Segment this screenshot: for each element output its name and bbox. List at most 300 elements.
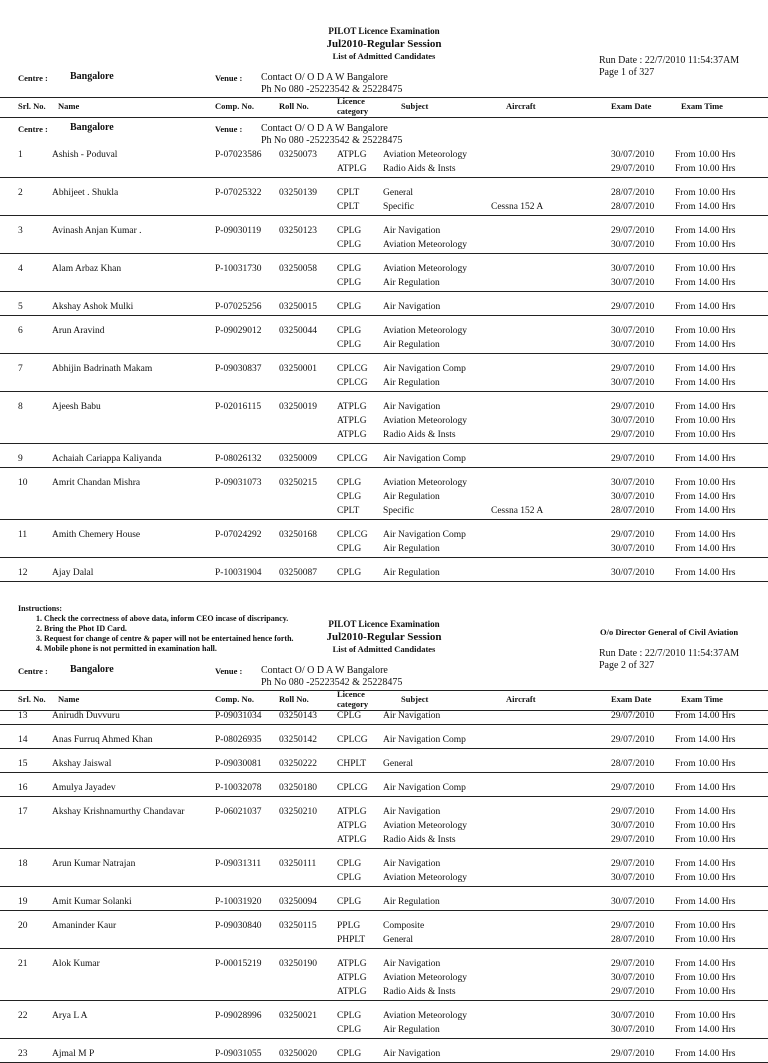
- col-srl-no: Srl. No.: [18, 101, 46, 111]
- candidate-row: [0, 568, 768, 582]
- exam-date: 29/07/2010: [611, 959, 655, 969]
- roll-no: 03250168: [279, 530, 317, 540]
- exam-date: 28/07/2010: [611, 202, 655, 212]
- subject: Aviation Meteorology: [383, 416, 467, 426]
- candidate-row: [0, 402, 768, 444]
- exam-date: 30/07/2010: [611, 873, 655, 883]
- exam-date: 30/07/2010: [611, 821, 655, 831]
- subject: Air Navigation Comp: [383, 530, 466, 540]
- licence-category: ATPLG: [337, 416, 367, 426]
- row-divider: [0, 581, 768, 582]
- exam-time: From 14.00 Hrs: [675, 340, 736, 350]
- section-venue-line1: Contact O/ O D A W Bangalore: [261, 123, 388, 134]
- candidate-row: [0, 530, 768, 558]
- candidate-name: Akshay Ashok Mulki: [52, 302, 134, 312]
- row-divider: [0, 177, 768, 178]
- exam-time: From 10.00 Hrs: [675, 416, 736, 426]
- subject: Air Regulation: [383, 897, 440, 907]
- instruction-item: 2. Bring the Phot ID Card.: [36, 624, 127, 633]
- comp-no: P-08026132: [215, 454, 262, 464]
- col-subject: Subject: [401, 101, 429, 111]
- licence-category: CPLCG: [337, 364, 368, 374]
- subject: Air Navigation: [383, 859, 441, 869]
- session-title: Jul2010-Regular Session: [326, 38, 442, 50]
- run-date: Run Date : 22/7/2010 11:54:37AM: [599, 55, 740, 66]
- exam-time: From 14.00 Hrs: [675, 278, 736, 288]
- licence-category: ATPLG: [337, 959, 367, 969]
- col-licence: Licence: [337, 689, 365, 699]
- exam-time: From 14.00 Hrs: [675, 859, 736, 869]
- licence-category: ATPLG: [337, 835, 367, 845]
- srl-no: 20: [18, 921, 28, 931]
- exam-date: 29/07/2010: [611, 402, 655, 412]
- comp-no: P-10031920: [215, 897, 262, 907]
- roll-no: 03250058: [279, 264, 317, 274]
- licence-category: CPLG: [337, 340, 362, 350]
- licence-category: CPLG: [337, 240, 362, 250]
- candidate-name: Amrit Chandan Mishra: [52, 478, 141, 488]
- subject: Specific: [383, 506, 415, 516]
- subject: Aviation Meteorology: [383, 478, 467, 488]
- roll-no: 03250180: [279, 783, 317, 793]
- exam-date: 30/07/2010: [611, 897, 655, 907]
- licence-category: CPLG: [337, 302, 362, 312]
- srl-no: 22: [18, 1011, 28, 1021]
- exam-time: From 10.00 Hrs: [675, 478, 736, 488]
- subject: Air Regulation: [383, 544, 440, 554]
- candidate-name: Abhijeet . Shukla: [52, 188, 119, 198]
- row-divider: [0, 724, 768, 725]
- exam-date: 30/07/2010: [611, 1025, 655, 1035]
- roll-no: 03250111: [279, 859, 317, 869]
- srl-no: 4: [18, 264, 23, 274]
- candidate-row: [0, 807, 768, 849]
- exam-date: 29/07/2010: [611, 530, 655, 540]
- roll-no: 03250115: [279, 921, 317, 931]
- exam-time: From 14.00 Hrs: [675, 202, 736, 212]
- exam-date: 29/07/2010: [611, 302, 655, 312]
- row-divider: [0, 215, 768, 216]
- candidate-name: Ajeesh Babu: [52, 402, 101, 412]
- candidate-row: [0, 264, 768, 292]
- exam-date: 28/07/2010: [611, 759, 655, 769]
- exam-time: From 14.00 Hrs: [675, 568, 736, 578]
- licence-category: CPLG: [337, 1025, 362, 1035]
- candidate-name: Arun Aravind: [52, 326, 105, 336]
- candidate-name: Alam Arbaz Khan: [52, 264, 122, 274]
- srl-no: 23: [18, 1049, 28, 1059]
- header-bottom-rule: [0, 117, 768, 118]
- roll-no: 03250021: [279, 1011, 317, 1021]
- run-date: Run Date : 22/7/2010 11:54:37AM: [599, 648, 740, 659]
- col-licence: Licence: [337, 96, 365, 106]
- licence-category: ATPLG: [337, 987, 367, 997]
- comp-no: P-10031904: [215, 568, 262, 578]
- candidate-row: [0, 454, 768, 468]
- licence-category: PPLG: [337, 921, 361, 931]
- section-venue-line2: Ph No 080 -25223542 & 25228475: [261, 135, 403, 146]
- licence-category: ATPLG: [337, 402, 367, 412]
- subject: Specific: [383, 202, 415, 212]
- exam-date: 30/07/2010: [611, 544, 655, 554]
- roll-no: 03250210: [279, 807, 317, 817]
- exam-date: 29/07/2010: [611, 364, 655, 374]
- exam-time: From 10.00 Hrs: [675, 835, 736, 845]
- licence-category: CPLG: [337, 568, 362, 578]
- subject: Aviation Meteorology: [383, 326, 467, 336]
- candidate-row: [0, 711, 768, 725]
- exam-time: From 10.00 Hrs: [675, 759, 736, 769]
- srl-no: 15: [18, 759, 28, 769]
- candidate-row: [0, 326, 768, 354]
- col-subject: Subject: [401, 694, 429, 704]
- subject: Air Navigation: [383, 959, 441, 969]
- exam-time: From 14.00 Hrs: [675, 711, 736, 721]
- row-divider: [0, 443, 768, 444]
- comp-no: P-09029012: [215, 326, 262, 336]
- candidate-name: Akshay Jaiswal: [52, 759, 112, 769]
- list-title: List of Admitted Candidates: [332, 51, 436, 61]
- row-divider: [0, 772, 768, 773]
- srl-no: 9: [18, 454, 23, 464]
- candidate-row: [0, 188, 768, 216]
- roll-no: 03250123: [279, 226, 317, 236]
- licence-category: CPLG: [337, 278, 362, 288]
- subject: General: [383, 935, 414, 945]
- exam-time: From 14.00 Hrs: [675, 364, 736, 374]
- comp-no: P-10032078: [215, 783, 262, 793]
- exam-time: From 10.00 Hrs: [675, 430, 736, 440]
- exam-time: From 14.00 Hrs: [675, 378, 736, 388]
- comp-no: P-09030837: [215, 364, 262, 374]
- candidate-name: Ashish - Poduval: [52, 150, 118, 160]
- comp-no: P-09031055: [215, 1049, 262, 1059]
- candidate-row: [0, 783, 768, 797]
- signature-line: O/o Director General of Civil Aviation: [600, 627, 739, 637]
- comp-no: P-10031730: [215, 264, 262, 274]
- comp-no: P-08026935: [215, 735, 262, 745]
- comp-no: P-09030081: [215, 759, 262, 769]
- comp-no: P-07025322: [215, 188, 262, 198]
- col-exam-date: Exam Date: [611, 694, 652, 704]
- row-divider: [0, 557, 768, 558]
- licence-category: CPLCG: [337, 783, 368, 793]
- roll-no: 03250190: [279, 959, 317, 969]
- srl-no: 7: [18, 364, 23, 374]
- exam-time: From 10.00 Hrs: [675, 326, 736, 336]
- exam-date: 30/07/2010: [611, 326, 655, 336]
- section-centre-label: Centre :: [18, 124, 48, 134]
- exam-date: 30/07/2010: [611, 278, 655, 288]
- subject: Radio Aids & Insts: [383, 835, 456, 845]
- exam-time: From 14.00 Hrs: [675, 492, 736, 502]
- centre-label: Centre :: [18, 73, 48, 83]
- licence-category: CPLT: [337, 506, 360, 516]
- col-roll-no: Roll No.: [279, 101, 309, 111]
- licence-category: CPLG: [337, 1011, 362, 1021]
- exam-time: From 10.00 Hrs: [675, 935, 736, 945]
- subject: Aviation Meteorology: [383, 873, 467, 883]
- comp-no: P-09031034: [215, 711, 262, 721]
- comp-no: P-07024292: [215, 530, 262, 540]
- exam-time: From 14.00 Hrs: [675, 226, 736, 236]
- candidate-row: [0, 1049, 768, 1063]
- exam-time: From 14.00 Hrs: [675, 959, 736, 969]
- exam-date: 29/07/2010: [611, 454, 655, 464]
- exam-date: 29/07/2010: [611, 921, 655, 931]
- exam-date: 30/07/2010: [611, 568, 655, 578]
- exam-time: From 10.00 Hrs: [675, 188, 736, 198]
- candidate-row: [0, 478, 768, 520]
- licence-category: CPLCG: [337, 735, 368, 745]
- candidate-row: [0, 150, 768, 178]
- roll-no: 03250044: [279, 326, 317, 336]
- exam-time: From 14.00 Hrs: [675, 1049, 736, 1059]
- exam-time: From 14.00 Hrs: [675, 735, 736, 745]
- subject: Air Navigation Comp: [383, 454, 466, 464]
- comp-no: P-09030119: [215, 226, 262, 236]
- centre-value: Bangalore: [70, 664, 114, 675]
- subject: Air Navigation: [383, 1049, 441, 1059]
- exam-date: 30/07/2010: [611, 1011, 655, 1021]
- candidate-row: [0, 302, 768, 316]
- subject: Aviation Meteorology: [383, 973, 467, 983]
- roll-no: 03250087: [279, 568, 317, 578]
- candidate-name: Arya L A: [52, 1011, 88, 1021]
- page-1: [0, 22, 768, 653]
- col-srl-no: Srl. No.: [18, 694, 46, 704]
- col-comp-no: Comp. No.: [215, 694, 254, 704]
- srl-no: 16: [18, 783, 28, 793]
- srl-no: 8: [18, 402, 23, 412]
- instructions-title: Instructions:: [18, 604, 63, 613]
- row-divider: [0, 886, 768, 887]
- licence-category: CPLT: [337, 202, 360, 212]
- row-divider: [0, 519, 768, 520]
- row-divider: [0, 315, 768, 316]
- srl-no: 14: [18, 735, 28, 745]
- srl-no: 10: [18, 478, 28, 488]
- exam-date: 29/07/2010: [611, 430, 655, 440]
- exam-time: From 10.00 Hrs: [675, 973, 736, 983]
- subject: Aviation Meteorology: [383, 1011, 467, 1021]
- exam-time: From 10.00 Hrs: [675, 1011, 736, 1021]
- exam-date: 30/07/2010: [611, 240, 655, 250]
- subject: Radio Aids & Insts: [383, 987, 456, 997]
- col-exam-time: Exam Time: [681, 694, 723, 704]
- subject: Air Regulation: [383, 492, 440, 502]
- candidate-row: [0, 921, 768, 949]
- srl-no: 1: [18, 150, 23, 160]
- row-divider: [0, 253, 768, 254]
- candidate-name: Alok Kumar: [52, 959, 100, 969]
- roll-no: 03250143: [279, 711, 317, 721]
- srl-no: 13: [18, 711, 28, 721]
- candidate-row: [0, 897, 768, 911]
- exam-date: 30/07/2010: [611, 492, 655, 502]
- col-name: Name: [58, 101, 80, 111]
- licence-category: CPLCG: [337, 454, 368, 464]
- exam-date: 29/07/2010: [611, 859, 655, 869]
- subject: Air Navigation: [383, 302, 441, 312]
- exam-time: From 14.00 Hrs: [675, 454, 736, 464]
- exam-title: PILOT Licence Examination: [328, 26, 440, 36]
- exam-date: 29/07/2010: [611, 1049, 655, 1059]
- srl-no: 6: [18, 326, 23, 336]
- exam-time: From 14.00 Hrs: [675, 783, 736, 793]
- exam-date: 29/07/2010: [611, 226, 655, 236]
- row-divider: [0, 1000, 768, 1001]
- exam-date: 30/07/2010: [611, 973, 655, 983]
- subject: Air Navigation: [383, 807, 441, 817]
- exam-time: From 14.00 Hrs: [675, 302, 736, 312]
- subject: Air Navigation Comp: [383, 364, 466, 374]
- roll-no: 03250001: [279, 364, 317, 374]
- subject: Aviation Meteorology: [383, 264, 467, 274]
- candidate-row: [0, 859, 768, 887]
- candidate-row: [0, 364, 768, 392]
- candidate-name: Ajay Dalal: [52, 568, 94, 578]
- exam-date: 29/07/2010: [611, 783, 655, 793]
- srl-no: 2: [18, 188, 23, 198]
- col-category: category: [337, 106, 369, 116]
- roll-no: 03250073: [279, 150, 317, 160]
- subject: Air Navigation: [383, 711, 441, 721]
- subject: Composite: [383, 921, 425, 931]
- exam-date: 30/07/2010: [611, 264, 655, 274]
- header-top-rule: [0, 97, 768, 98]
- exam-time: From 14.00 Hrs: [675, 544, 736, 554]
- candidate-name: Anirudh Duvvuru: [52, 711, 120, 721]
- venue-line1: Contact O/ O D A W Bangalore: [261, 665, 388, 676]
- venue-line2: Ph No 080 -25223542 & 25228475: [261, 84, 403, 95]
- exam-time: From 10.00 Hrs: [675, 873, 736, 883]
- licence-category: CPLG: [337, 478, 362, 488]
- col-aircraft: Aircraft: [506, 101, 536, 111]
- candidate-name: Avinash Anjan Kumar .: [52, 226, 142, 236]
- subject: Aviation Meteorology: [383, 150, 467, 160]
- subject: Aviation Meteorology: [383, 821, 467, 831]
- exam-date: 30/07/2010: [611, 478, 655, 488]
- centre-label: Centre :: [18, 666, 48, 676]
- header-top-rule: [0, 690, 768, 691]
- row-divider: [0, 1038, 768, 1039]
- subject: Air Navigation Comp: [383, 783, 466, 793]
- licence-category: CPLG: [337, 711, 362, 721]
- srl-no: 18: [18, 859, 28, 869]
- exam-time: From 10.00 Hrs: [675, 164, 736, 174]
- licence-category: ATPLG: [337, 807, 367, 817]
- exam-time: From 14.00 Hrs: [675, 897, 736, 907]
- roll-no: 03250215: [279, 478, 317, 488]
- candidate-name: Abhijin Badrinath Makam: [52, 364, 153, 374]
- srl-no: 5: [18, 302, 23, 312]
- exam-date: 30/07/2010: [611, 416, 655, 426]
- licence-category: CPLG: [337, 492, 362, 502]
- instruction-item: 1. Check the correctness of above data, inform CEO incase of discripancy.: [36, 614, 289, 623]
- row-divider: [0, 910, 768, 911]
- srl-no: 11: [18, 530, 28, 540]
- exam-time: From 10.00 Hrs: [675, 150, 736, 160]
- subject: Air Navigation: [383, 226, 441, 236]
- candidate-row: [0, 959, 768, 1001]
- exam-date: 28/07/2010: [611, 188, 655, 198]
- licence-category: CPLG: [337, 544, 362, 554]
- row-divider: [0, 848, 768, 849]
- licence-category: CPLG: [337, 326, 362, 336]
- licence-category: CPLG: [337, 1049, 362, 1059]
- exam-date: 30/07/2010: [611, 378, 655, 388]
- candidate-name: Amaninder Kaur: [52, 921, 117, 931]
- exam-date: 29/07/2010: [611, 711, 655, 721]
- candidate-name: Amith Chemery House: [52, 530, 141, 540]
- candidate-name: Arun Kumar Natrajan: [52, 859, 136, 869]
- subject: Air Regulation: [383, 278, 440, 288]
- srl-no: 21: [18, 959, 28, 969]
- exam-date: 30/07/2010: [611, 150, 655, 160]
- srl-no: 12: [18, 568, 28, 578]
- col-exam-time: Exam Time: [681, 101, 723, 111]
- instruction-item: 4. Mobile phone is not permitted in examination hall.: [36, 644, 217, 653]
- licence-category: CPLCG: [337, 378, 368, 388]
- licence-category: PHPLT: [337, 935, 366, 945]
- exam-title: PILOT Licence Examination: [328, 619, 440, 629]
- row-divider: [0, 748, 768, 749]
- exam-time: From 10.00 Hrs: [675, 987, 736, 997]
- col-roll-no: Roll No.: [279, 694, 309, 704]
- row-divider: [0, 291, 768, 292]
- comp-no: P-09031311: [215, 859, 262, 869]
- page-2: [0, 615, 768, 1059]
- subject: Air Navigation Comp: [383, 735, 466, 745]
- licence-category: CPLG: [337, 897, 362, 907]
- roll-no: 03250142: [279, 735, 317, 745]
- row-divider: [0, 948, 768, 949]
- comp-no: P-02016115: [215, 402, 262, 412]
- col-exam-date: Exam Date: [611, 101, 652, 111]
- comp-no: P-09028996: [215, 1011, 262, 1021]
- session-title: Jul2010-Regular Session: [326, 631, 442, 643]
- venue-label: Venue :: [215, 666, 243, 676]
- candidate-row: [0, 735, 768, 749]
- page-number: Page 1 of 327: [599, 67, 655, 78]
- licence-category: CPLT: [337, 188, 360, 198]
- candidate-name: Akshay Krishnamurthy Chandavar: [52, 807, 185, 817]
- candidate-name: Ajmal M P: [52, 1049, 95, 1059]
- srl-no: 17: [18, 807, 28, 817]
- exam-date: 29/07/2010: [611, 987, 655, 997]
- aircraft: Cessna 152 A: [491, 506, 544, 516]
- licence-category: CPLG: [337, 873, 362, 883]
- exam-date: 29/07/2010: [611, 807, 655, 817]
- licence-category: ATPLG: [337, 150, 367, 160]
- venue-line2: Ph No 080 -25223542 & 25228475: [261, 677, 403, 688]
- section-centre-value: Bangalore: [70, 122, 114, 133]
- licence-category: CPLCG: [337, 530, 368, 540]
- exam-time: From 14.00 Hrs: [675, 506, 736, 516]
- roll-no: 03250009: [279, 454, 317, 464]
- licence-category: ATPLG: [337, 430, 367, 440]
- subject: Aviation Meteorology: [383, 240, 467, 250]
- candidate-row: [0, 1011, 768, 1039]
- roll-no: 03250222: [279, 759, 317, 769]
- col-name: Name: [58, 694, 80, 704]
- section-venue-label: Venue :: [215, 124, 243, 134]
- page-number: Page 2 of 327: [599, 660, 655, 671]
- row-divider: [0, 467, 768, 468]
- exam-time: From 10.00 Hrs: [675, 821, 736, 831]
- subject: Air Regulation: [383, 340, 440, 350]
